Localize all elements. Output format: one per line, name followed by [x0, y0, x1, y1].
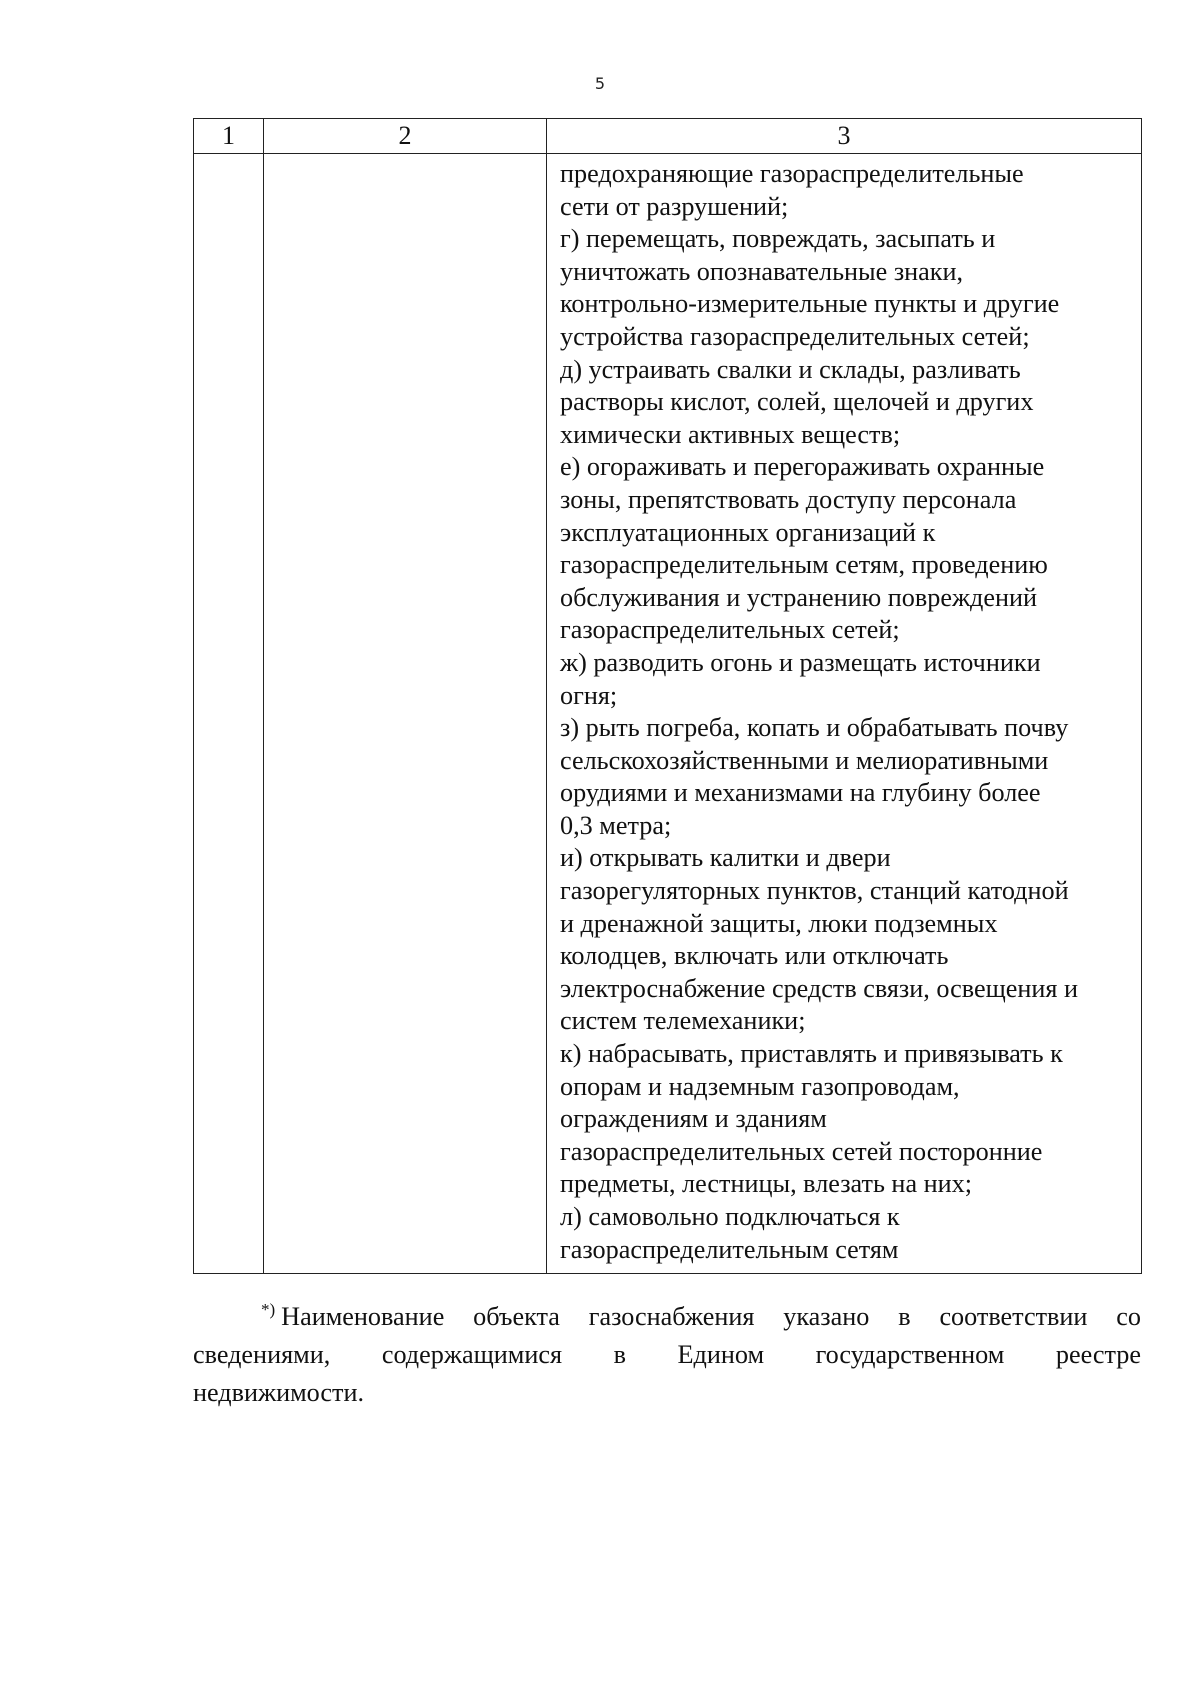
text-line: обслуживания и устранению повреждений [560, 582, 1038, 612]
cell-column-3 [547, 154, 1142, 1274]
footnote-word [261, 1298, 444, 1336]
text-line: контрольно-измерительные пункты и другие [560, 289, 1060, 319]
text-line: ж) разводить огонь и размещать источники [560, 647, 1041, 677]
text-line: 0,3 метра; [560, 810, 672, 840]
column-header-3: 3 [547, 119, 1142, 154]
text-line: ограждениям и зданиям [560, 1104, 827, 1134]
restrictions-text [547, 154, 1141, 1273]
text-line: предохраняющие газораспределительные [560, 159, 1024, 188]
text-line: л) самовольно подключаться к [560, 1202, 900, 1231]
footnote-word: Едином [677, 1340, 765, 1369]
text-line: сельскохозяйственными и мелиоративными [560, 745, 1049, 775]
footnote-word: реестре [1055, 1340, 1141, 1369]
text-line: орудиями и механизмами на глубину более [560, 778, 1041, 808]
text-line: г) перемещать, повреждать, засыпать и [560, 224, 996, 254]
text-line: е) огораживать и перегораживать охранные [560, 452, 1045, 482]
footnote [193, 1298, 1141, 1412]
table-header-row [194, 119, 1142, 154]
text-line: и) открывать калитки и двери [560, 843, 891, 873]
footnote-word: соответствии [939, 1302, 1088, 1331]
column-header-2: 2 [264, 119, 547, 154]
footnote-word: содержащимися [381, 1340, 562, 1369]
text-line: зоны, препятствовать доступу персонала [560, 484, 1017, 514]
footnote-word: сведениями, [193, 1340, 331, 1369]
text-line: з) рыть погреба, копать и обрабатывать почву [560, 713, 1069, 743]
text-line: устройства газораспределительных сетей; [560, 321, 1030, 351]
text-line: растворы кислот, солей, щелочей и других [560, 387, 1034, 417]
text-line: уничтожать опознавательные знаки, [560, 256, 964, 286]
footnote-word: указано [783, 1302, 870, 1331]
footnote-word: государственном [815, 1340, 1005, 1369]
text-line: опорам и надземным газопроводам, [560, 1071, 960, 1101]
text-line: к) набрасывать, приставлять и привязывать к [560, 1039, 1063, 1069]
text-line: газораспределительным сетям [560, 1234, 899, 1264]
cell-column-2 [264, 154, 547, 1274]
column-header-1: 1 [194, 119, 264, 154]
text-line: огня; [560, 680, 618, 710]
text-line: химически активных веществ; [560, 419, 901, 449]
text-line: колодцев, включать или отключать [560, 941, 949, 971]
text-line: сети от разрушений; [560, 191, 789, 221]
page-number: 5 [594, 74, 606, 93]
footnote-word: в [898, 1302, 911, 1331]
text-line: эксплуатационных организаций к [560, 517, 936, 547]
footnote-marker: *) [261, 1300, 276, 1320]
cell-column-1 [194, 154, 264, 1274]
table-row [194, 154, 1142, 1274]
footnote-word-text: Наименование [281, 1302, 445, 1331]
text-line: д) устраивать свалки и склады, разливать [560, 354, 1021, 384]
restrictions-table [193, 118, 1142, 1274]
text-line: систем телемеханики; [560, 1006, 806, 1036]
text-line: газораспределительных сетей посторонние [560, 1136, 1043, 1166]
text-line: газораспределительных сетей; [560, 615, 900, 645]
footnote-word: со [1116, 1302, 1141, 1331]
text-line: газорегуляторных пунктов, станций катодной [560, 876, 1069, 906]
text-line: и дренажной защиты, люки подземных [560, 908, 998, 938]
text-line: электроснабжение средств связи, освещения и [560, 973, 1079, 1003]
footnote-line-2 [193, 1336, 1141, 1374]
footnote-word: газоснабжения [588, 1302, 755, 1331]
footnote-word: объекта [473, 1302, 560, 1331]
footnote-line-3: недвижимости. [193, 1378, 365, 1407]
footnote-line-1 [193, 1298, 1141, 1336]
footnote-word: в [613, 1340, 626, 1369]
text-line: предметы, лестницы, влезать на них; [560, 1169, 973, 1199]
text-line: газораспределительным сетям, проведению [560, 550, 1048, 580]
